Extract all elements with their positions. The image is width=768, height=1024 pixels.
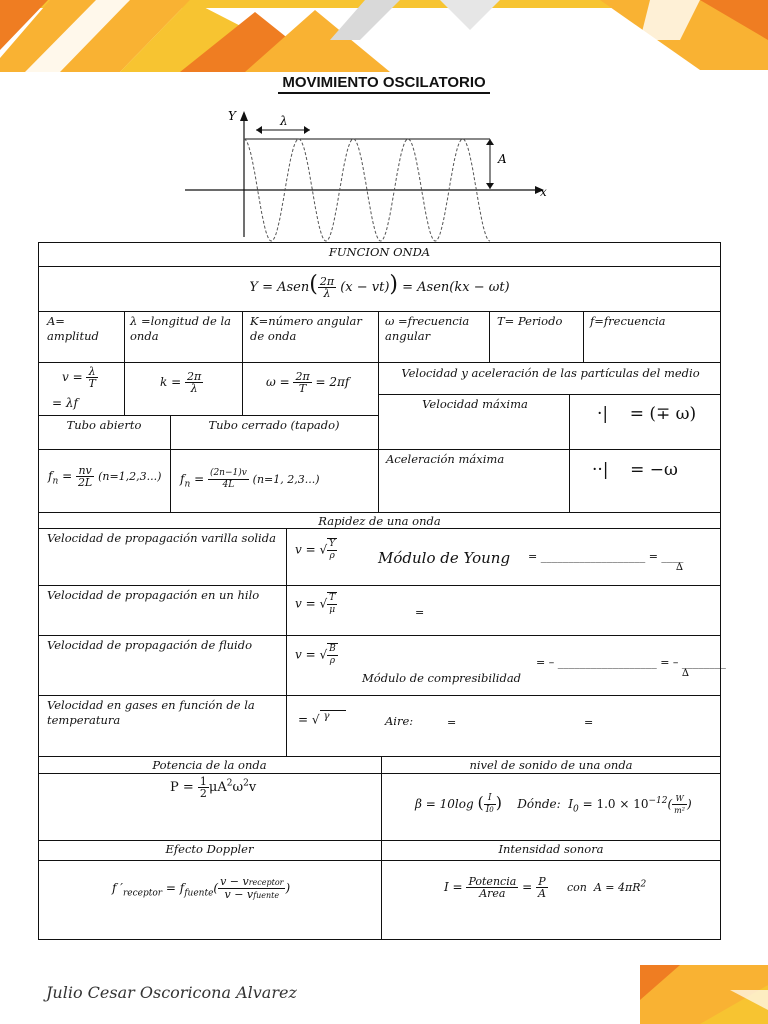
amplitude-label: A <box>498 152 507 166</box>
def-periodo: T= Periodo <box>497 314 563 328</box>
aire-eq-1: = <box>447 716 457 729</box>
rapidez-header: Rapidez de una onda <box>318 514 441 528</box>
rapidez-row-label: Velocidad de propagación en un hilo <box>47 588 260 602</box>
gases-formula: = √ γ <box>298 710 346 730</box>
def-frecuencia: f=frecuencia <box>590 314 666 328</box>
hilo-blank: = <box>415 606 425 619</box>
def-amplitud: A= amplitud <box>47 314 99 343</box>
relation-k: k = $\frac{2\pi}{\lambda}$ <box>160 370 202 395</box>
young-blank: = ___________________ = ____ <box>528 550 684 563</box>
modulo-young: Módulo de Young <box>378 549 511 567</box>
rapidez-row-label: Velocidad de propagación de fluido <box>47 638 253 652</box>
doppler-header: Efecto Doppler <box>165 842 254 856</box>
tubo-abierto-label: Tubo abierto <box>66 418 142 432</box>
varilla-formula: v = √ $\frac{Y}{\rho}$ <box>295 539 336 561</box>
wave-function-equation: Y = Asen( $\frac{2\pi}{\lambda}$ (x − vt)) = Asen(kx − ωt) <box>249 272 510 300</box>
potencia-header: Potencia de la onda <box>152 758 267 772</box>
funcion-onda-header: FUNCION ONDA <box>328 245 431 259</box>
lambda-label: λ <box>280 114 288 128</box>
nivel-formula: β = 10log ( $\frac{I}{I0}$ ) Dónde: $I_0 = 1.0 \times 10^{-12}$( $\frac{W}{\text{m²}}$ ) <box>415 793 692 815</box>
author-signature: Julio Cesar Oscoricona Alvarez <box>46 983 297 1002</box>
tubo-abierto-formula: $f_n$ = $\frac{nv}{2L}$ (n=1,2,3...) <box>48 464 162 489</box>
young-delta: ∆ <box>676 562 683 573</box>
velocidad-maxima-expr: ·| = (∓ ω) <box>597 404 697 424</box>
rapidez-row-label: Velocidad de propagación varilla solida <box>47 531 276 545</box>
velocidad-maxima-label: Velocidad máxima <box>422 397 528 411</box>
fluido-formula: v = √ $\frac{B}{\rho}$ <box>295 644 336 666</box>
intensidad-header: Intensidad sonora <box>498 842 604 856</box>
intensidad-formula: I = $\frac{\text{Potencia}}{\text{Area}}$ = $\frac{P}{A}$ con $A = 4\pi R^2$ <box>444 875 647 900</box>
rapidez-row-label: Velocidad en gases en función de la temperatura <box>47 698 255 727</box>
def-longitud: λ =longitud de la onda <box>130 314 232 343</box>
page-title: MOVIMIENTO OSCILATORIO <box>0 74 768 91</box>
aire-eq-2: = <box>584 716 594 729</box>
modulo-compresibilidad: Módulo de compresibilidad <box>362 671 522 685</box>
aire-label: Aire: <box>385 714 414 728</box>
nivel-header: nivel de sonido de una onda <box>469 758 633 772</box>
tubo-cerrado-formula: $f_n$ = $\frac{(2n-1)v}{4L}$ (n=1, 2,3...) <box>180 468 320 490</box>
relation-omega: ω = $\frac{2\pi}{T}$ = 2πf <box>266 370 350 395</box>
y-axis-label: Y <box>228 109 236 123</box>
def-frecuencia-angular: ω =frecuencia angular <box>385 314 470 343</box>
def-numero-angular: K=número angular de onda <box>250 314 362 343</box>
tubo-cerrado-label: Tubo cerrado (tapado) <box>208 418 340 432</box>
compresibilidad-delta: ∆ <box>682 668 689 679</box>
particulas-header: Velocidad y aceleración de las partículas del medio <box>401 366 700 380</box>
hilo-formula: v = √ $\frac{T}{\mu}$ <box>295 593 336 615</box>
aceleracion-maxima-expr: ··| = −ω <box>592 460 678 480</box>
relation-v-lambda-f: = λf <box>52 396 78 410</box>
compresibilidad-blank: = – __________________ = – ________ <box>536 656 726 669</box>
doppler-formula: f $'_{receptor} = f_{fuente}$( $\frac{\text{v − vreceptor}}{\text{v − vfuente}}$ ) <box>112 875 291 901</box>
relation-v: v = $\frac{\lambda}{T}$ <box>62 365 96 390</box>
aceleracion-maxima-label: Aceleración máxima <box>386 452 505 466</box>
x-axis-label: x <box>540 185 547 199</box>
potencia-formula: P = $\frac{1}{2}$ $\mu A^2\omega^2v$ <box>170 775 257 800</box>
